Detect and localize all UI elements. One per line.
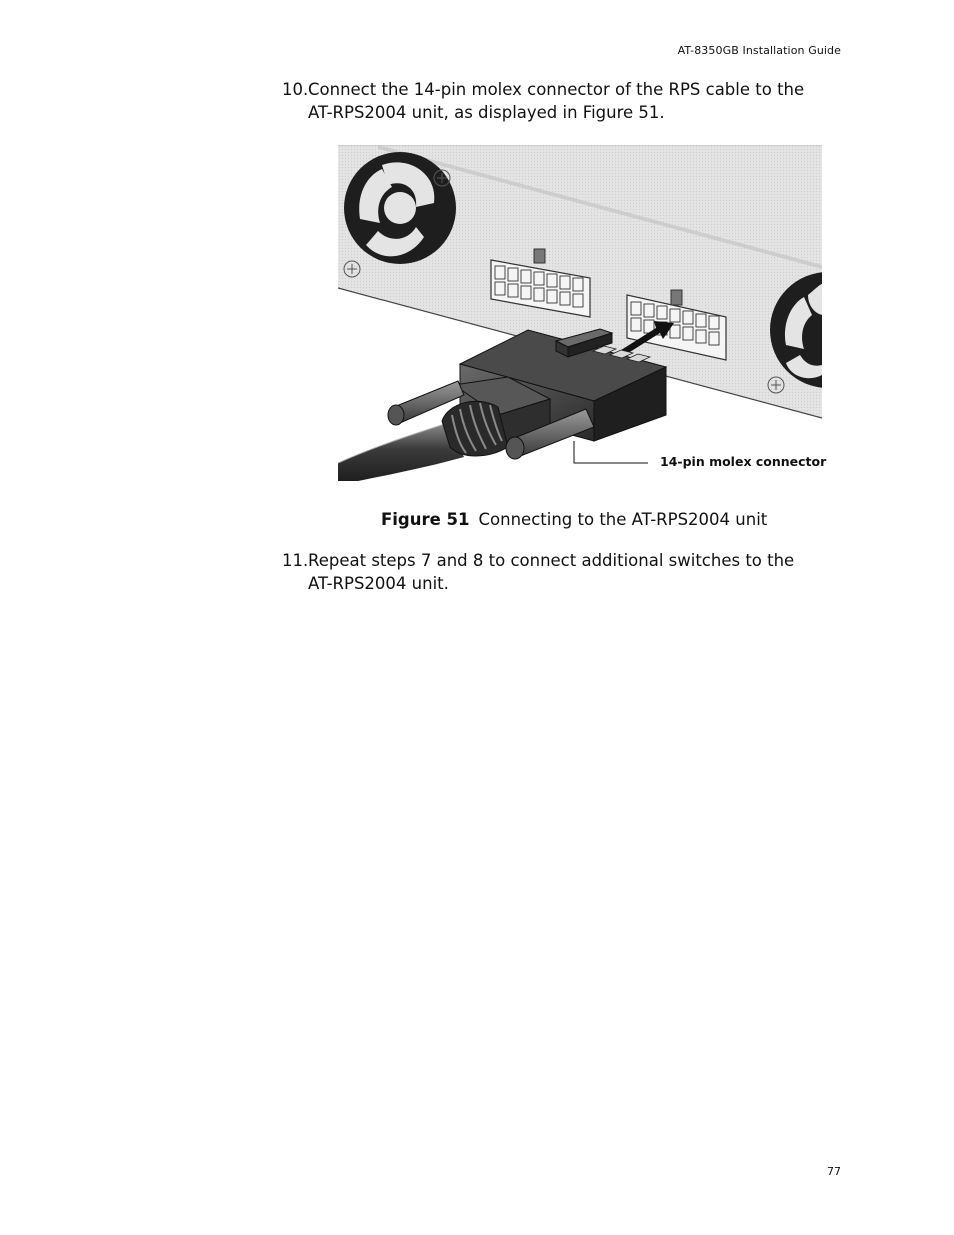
- page-number: 77: [827, 1165, 841, 1178]
- step-11: [282, 550, 842, 595]
- step-number: 10.: [282, 80, 309, 99]
- figure-label: Figure 51: [381, 510, 470, 529]
- step-text-line: AT-RPS2004 unit, as displayed in Figure 51.: [308, 102, 665, 122]
- running-header: AT-8350GB Installation Guide: [677, 44, 841, 57]
- fan-icon: [344, 152, 456, 264]
- step-text-line: Repeat steps 7 and 8 to connect additional switches to the: [308, 551, 795, 570]
- figure-caption: [381, 510, 767, 529]
- step-text-line: AT-RPS2004 unit.: [308, 573, 449, 593]
- step-10: [282, 79, 842, 124]
- figure-illustration: [338, 145, 822, 481]
- step-text-line: Connect the 14-pin molex connector of the RPS cable to the: [308, 80, 805, 99]
- figure-callout-label: 14-pin molex connector: [660, 454, 827, 469]
- figure-caption-text: Connecting to the AT-RPS2004 unit: [478, 510, 768, 529]
- strain-relief-boot: [442, 401, 508, 456]
- step-number: 11.: [282, 551, 309, 570]
